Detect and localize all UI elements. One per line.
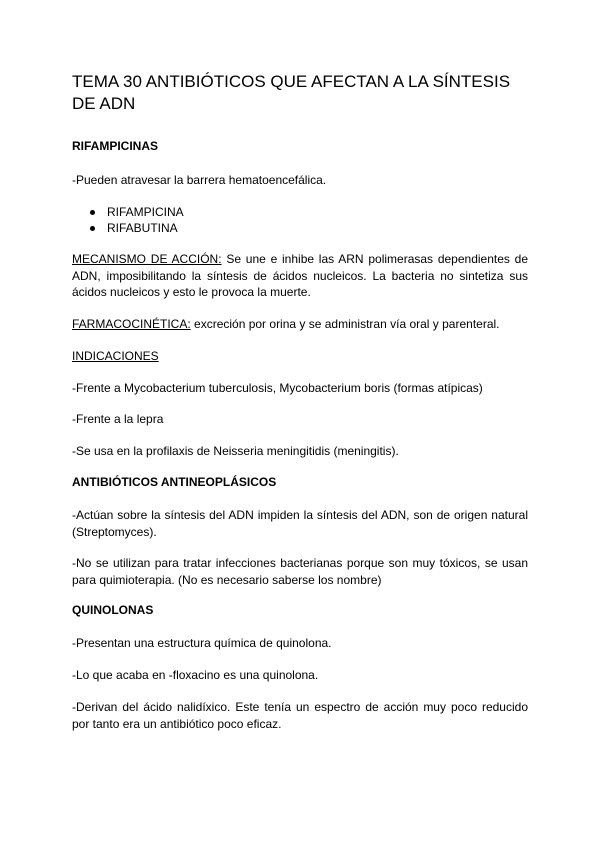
list-item: RIFAMPICINA	[72, 204, 184, 220]
bullet-icon	[90, 210, 95, 215]
rifampicinas-list	[72, 204, 184, 236]
mecanismo-text: Se une e inhibe las ARN polimerasas dependientes de ADN, imposibilitando la síntesis de ácidos nucleicos. La bacteria no sintetiza sus ácidos nucleicos y esto le provoca la muerte.	[72, 252, 528, 299]
quinolonas-p3: -Derivan del ácido nalidíxico. Este tenía un espectro de acción muy poco reducido por tanto era un antibiótico poco eficaz.	[72, 700, 528, 731]
farmacocinetica-text: excreción por orina y se administran vía oral y parenteral.	[190, 317, 500, 331]
indicacion-item: -Frente a la lepra	[72, 412, 164, 426]
heading-rifampicinas: RIFAMPICINAS	[72, 139, 159, 153]
indicaciones-label: INDICACIONES	[72, 349, 159, 363]
page-title: TEMA 30 ANTIBIÓTICOS QUE AFECTAN A LA SÍNTESIS DE ADN	[72, 72, 511, 113]
rifampicinas-intro: -Pueden atravesar la barrera hematoencefálica.	[72, 173, 327, 187]
farmacocinetica-label: FARMACOCINÉTICA:	[72, 317, 191, 331]
mecanismo-paragraph	[72, 251, 528, 301]
heading-antineoplasicos: ANTIBIÓTICOS ANTINEOPLÁSICOS	[72, 475, 277, 489]
farmacocinetica-paragraph	[72, 316, 528, 333]
indicacion-item: -Frente a Mycobacterium tuberculosis, Mycobacterium boris (formas atípicas)	[72, 381, 483, 395]
bullet-icon	[90, 226, 95, 231]
mecanismo-label: MECANISMO DE ACCIÓN:	[72, 252, 222, 266]
indicacion-item: -Se usa en la profilaxis de Neisseria meningitidis (meningitis).	[72, 444, 399, 458]
list-item: RIFABUTINA	[72, 220, 184, 236]
quinolonas-p1: -Presentan una estructura química de quinolona.	[72, 636, 332, 650]
antineoplasicos-p1: -Actúan sobre la síntesis del ADN impiden la síntesis del ADN, son de origen natural (Streptomyces).	[72, 508, 528, 539]
heading-quinolonas: QUINOLONAS	[72, 603, 154, 617]
antineoplasicos-p2: -No se utilizan para tratar infecciones bacterianas porque son muy tóxicos, se usan para quimioterapia. (No es necesario saberse los nombre)	[72, 556, 528, 587]
quinolonas-p2: -Lo que acaba en -floxacino es una quinolona.	[72, 668, 319, 682]
